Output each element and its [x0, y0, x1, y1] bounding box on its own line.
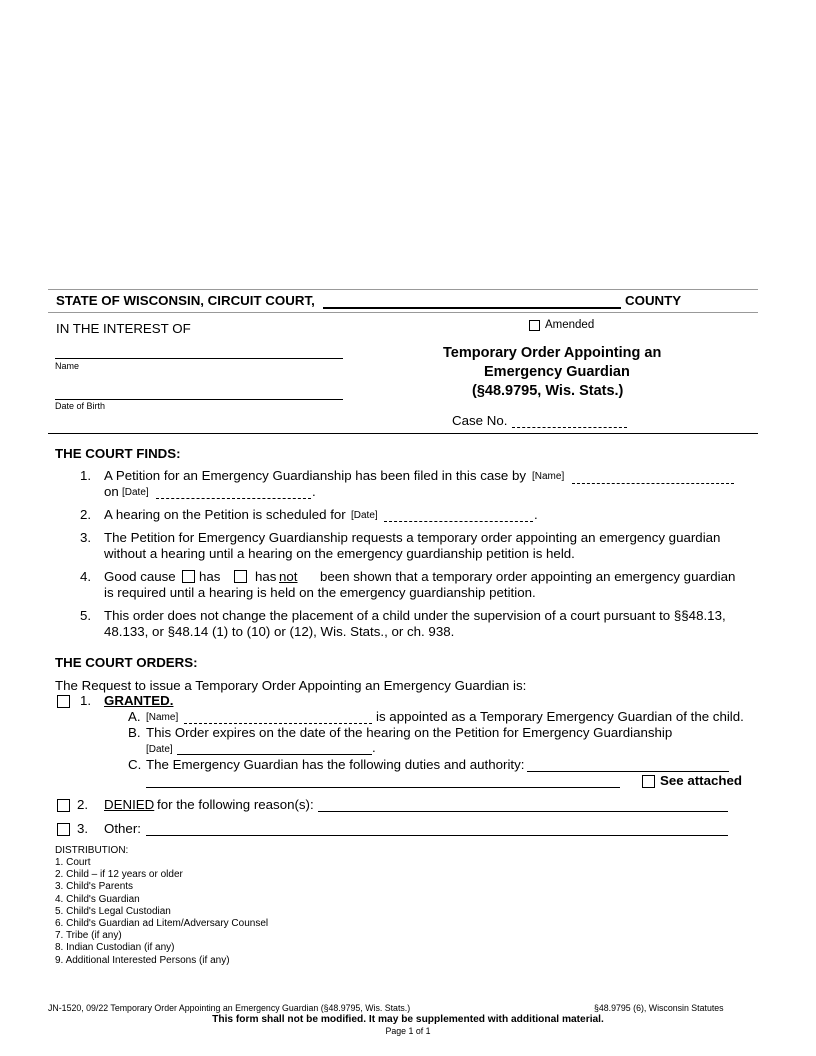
order-b-label: B. — [128, 725, 141, 740]
distribution-item: 5. Child's Legal Custodian — [55, 906, 171, 917]
order-a-text: is appointed as a Temporary Emergency Guardian of the child. — [376, 709, 744, 724]
distribution-item: 8. Indian Custodian (if any) — [55, 942, 175, 953]
denied-reason-field[interactable] — [318, 811, 728, 812]
case-no-field[interactable] — [512, 427, 627, 428]
finding-1-date-hint: [Date] — [122, 487, 149, 498]
order-b-date-hint: [Date] — [146, 744, 173, 755]
order-3-number: 3. — [77, 821, 89, 836]
order-b-end: . — [372, 740, 376, 755]
finding-2-text: A hearing on the Petition is scheduled for — [104, 507, 346, 522]
header-bottom-rule — [48, 433, 758, 434]
name-label: Name — [55, 361, 80, 371]
denied-checkbox[interactable] — [57, 799, 70, 812]
finding-3-number: 3. — [80, 530, 92, 545]
county-label: COUNTY — [625, 293, 682, 308]
name-field[interactable] — [55, 358, 343, 359]
order-c-text: The Emergency Guardian has the following duties and authority: — [146, 757, 525, 772]
finding-1-number: 1. — [80, 468, 92, 483]
distribution-item: 4. Child's Guardian — [55, 894, 140, 905]
dob-label: Date of Birth — [55, 401, 106, 411]
hearing-date-field[interactable] — [384, 521, 533, 522]
order-a-name-hint: [Name] — [146, 712, 179, 723]
findings-heading: THE COURT FINDS: — [55, 446, 181, 461]
order-1-number: 1. — [80, 693, 92, 708]
amended-label: Amended — [545, 319, 595, 331]
finding-4-number: 4. — [80, 569, 92, 584]
footer-page-number: Page 1 of 1 — [385, 1026, 431, 1036]
other-checkbox[interactable] — [57, 823, 70, 836]
footer-form-id: JN-1520, 09/22 Temporary Order Appointing an Emergency Guardian (§48.9795, Wis. Stats.) — [48, 1003, 411, 1013]
finding-4-has: has — [199, 569, 221, 584]
order-a-label: A. — [128, 709, 141, 724]
good-cause-has-checkbox[interactable] — [182, 570, 195, 583]
see-attached-checkbox[interactable] — [642, 775, 655, 788]
finding-3-line1: The Petition for Emergency Guardianship requests a temporary order appointing an emergency guardian — [104, 530, 721, 545]
finding-5-number: 5. — [80, 608, 92, 623]
finding-4-has2: has — [255, 569, 277, 584]
finding-4-line2: is required until a hearing is held on the emergency guardianship petition. — [104, 585, 536, 600]
order-c-label: C. — [128, 757, 142, 772]
distribution-item: 2. Child – if 12 years or older — [55, 869, 183, 880]
finding-1-name-hint: [Name] — [532, 471, 565, 482]
duties-field-line1[interactable] — [527, 771, 729, 772]
state-court-label: STATE OF WISCONSIN, CIRCUIT COURT, — [56, 293, 315, 308]
finding-5-line1: This order does not change the placement of a child under the supervision of a court pursuant to §§48.13, — [104, 608, 726, 623]
distribution-item: 7. Tribe (if any) — [55, 930, 122, 941]
finding-1-on: on — [104, 484, 119, 499]
distribution-item: 9. Additional Interested Persons (if any) — [55, 955, 230, 966]
petition-date-field[interactable] — [156, 498, 311, 499]
finding-3-line2: without a hearing until a hearing on the emergency guardianship petition is held. — [104, 546, 575, 561]
dob-field[interactable] — [55, 399, 343, 400]
header-top-rule — [48, 289, 758, 290]
county-field[interactable] — [323, 307, 621, 309]
distribution-item: 6. Child's Guardian ad Litem/Adversary Counsel — [55, 918, 269, 929]
other-field[interactable] — [146, 835, 728, 836]
distribution-heading: DISTRIBUTION: — [55, 845, 129, 856]
orders-request: The Request to issue a Temporary Order Appointing an Emergency Guardian is: — [55, 678, 527, 693]
in-interest-of-label: IN THE INTEREST OF — [56, 321, 191, 336]
distribution-item: 1. Court — [55, 857, 91, 868]
form-title-line1: Temporary Order Appointing an — [443, 345, 662, 361]
guardian-name-field[interactable] — [184, 723, 372, 724]
orders-heading: THE COURT ORDERS: — [55, 655, 198, 670]
good-cause-has-not-checkbox[interactable] — [234, 570, 247, 583]
petitioner-name-field[interactable] — [572, 483, 734, 484]
finding-4-not: not — [279, 569, 298, 584]
header-second-rule — [48, 312, 758, 313]
denied-label: DENIED — [104, 797, 155, 812]
amended-checkbox[interactable] — [529, 320, 540, 331]
other-label: Other: — [104, 821, 141, 836]
granted-label: GRANTED. — [104, 693, 174, 708]
finding-4-good-cause: Good cause — [104, 569, 176, 584]
case-no-label: Case No. — [452, 413, 508, 428]
finding-2-date-hint: [Date] — [351, 510, 378, 521]
footer-statute: §48.9795 (6), Wisconsin Statutes — [594, 1003, 724, 1013]
finding-2-number: 2. — [80, 507, 92, 522]
granted-checkbox[interactable] — [57, 695, 70, 708]
order-b-text: This Order expires on the date of the hearing on the Petition for Emergency Guardianship — [146, 725, 673, 740]
footer-notice: This form shall not be modified. It may be supplemented with additional material. — [212, 1014, 604, 1025]
finding-1-end: . — [312, 484, 316, 499]
form-title-line2: Emergency Guardian — [484, 364, 630, 380]
expiration-date-field[interactable] — [177, 754, 372, 755]
finding-1-text: A Petition for an Emergency Guardianship has been filed in this case by — [104, 468, 527, 483]
finding-4-rest: been shown that a temporary order appointing an emergency guardian — [320, 569, 736, 584]
form-title-line3: (§48.9795, Wis. Stats.) — [472, 383, 624, 399]
finding-2-end: . — [534, 507, 538, 522]
duties-field-line2[interactable] — [146, 787, 620, 788]
distribution-item: 3. Child's Parents — [55, 881, 134, 892]
see-attached-label: See attached — [660, 773, 743, 788]
denied-text: for the following reason(s): — [157, 797, 314, 812]
order-2-number: 2. — [77, 797, 89, 812]
finding-5-line2: 48.133, or §48.14 (1) to (10) or (12), Wis. Stats., or ch. 938. — [104, 624, 455, 639]
